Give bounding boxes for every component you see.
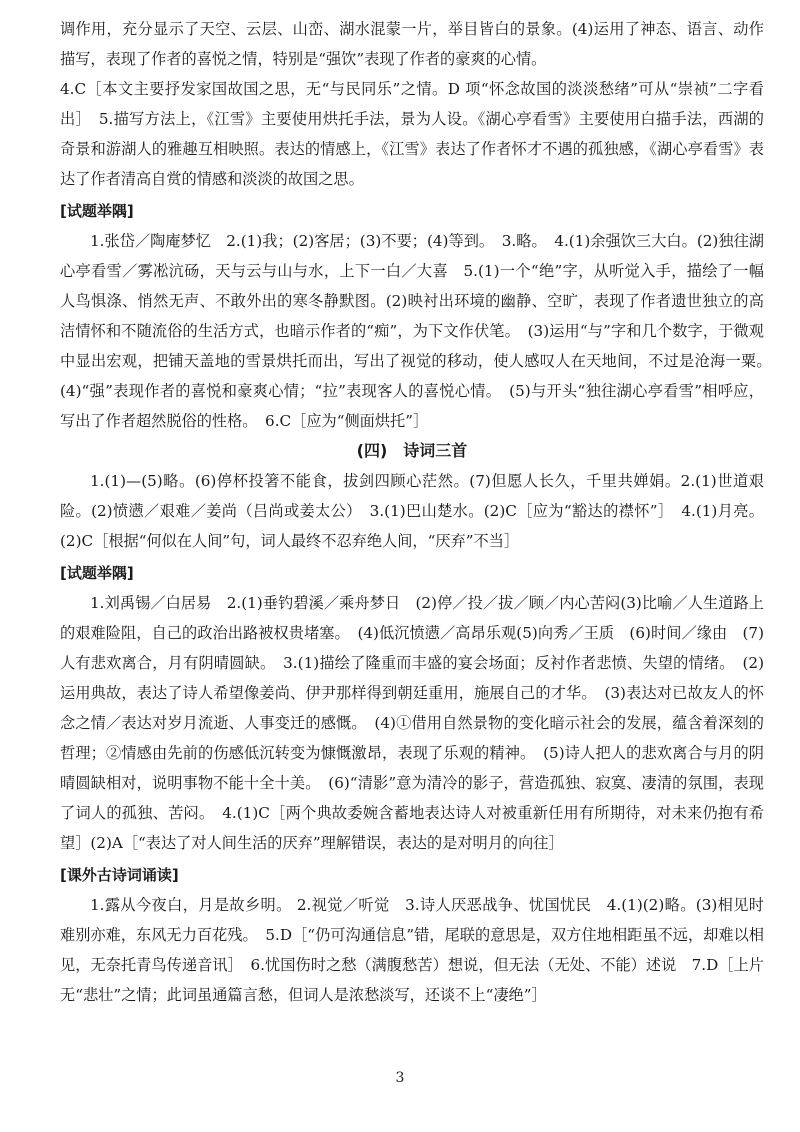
section-label-extracurricular-poems: [课外古诗词诵读]	[60, 866, 179, 884]
section-title-three-poems: (四) 诗词三首	[356, 441, 468, 460]
section-label-exam-examples: [试题举隅]	[60, 202, 134, 220]
continued-answer-paragraph: 调作用，充分显示了天空、云层、山峦、湖水混蒙一片，举目皆白的景象。(4)运用了神态、语言、动作描写，表现了作者的喜悦之情，特别是“强饮”表现了作者的豪爽的心情。	[60, 20, 764, 68]
section-label-exam-examples-2: [试题举隅]	[60, 564, 134, 582]
exam-examples-answers-2: 1.刘禹锡／白居易 2.(1)垂钓碧溪／乘舟梦日 (2)停／投／拔／顾／内心苦闷(3)比喻／人生道路上的艰难险阻，自己的政治出路被权贵堵塞。 (4)低沉愤懑／高昂乐观(5)向秀／王质 (6)时间／缘由 (7)人有悲欢离合，月有阴晴圆缺。 3.(1)描绘了隆重而丰盛的宴会场面；反衬作者悲愤、失望的情绪。 (2)运用典故，表达了诗人希望像姜尚、伊尹那样得到朝廷重用，施展自己的才华。 (3)表达对已故友人的怀念之情／表达对岁月流逝、人事变迁的感慨。 (4)①借用自然景物的变化暗示社会的发展，蕴含着深刻的哲理；②情感由先前的伤感低沉转变为慷慨激昂，表现了乐观的精神。 (5)诗人把人的悲欢离合与月的阴晴圆缺相对，说明事物不能十全十美。 (6)“清影”意为清冷的影子，营造孤独、寂寞、凄清的氛围，表现了词人的孤独、苦闷。 4.(1)C［两个典故委婉含蓄地表达诗人对被重新任用有所期待，对未来仍抱有希望］(2)A［“表达了对人间生活的厌弃”理解错误，表达的是对明月的向往］	[60, 594, 764, 852]
extracurricular-poems-answers: 1.露从今夜白，月是故乡明。 2.视觉／听觉 3.诗人厌恶战争、忧国忧民 4.(1)(2)略。(3)相见时难别亦难，东风无力百花残。 5.D［“仍可沟通信息”错，尾联的意思是，双方住地相距虽不远，却难以相见，无奈托青鸟传递音讯］ 6.忧国伤时之愁（满腹愁苦）想说，但无法（无处、不能）述说 7.D［上片无“悲壮”之情；此词虽通篇言愁，但词人是浓愁淡写，还谈不上“凄绝”］	[60, 896, 764, 1004]
three-poems-answers: 1.(1)—(5)略。(6)停杯投箸不能食，拔剑四顾心茫然。(7)但愿人长久，千里共婵娟。2.(1)世道艰险。(2)愤懑／艰难／姜尚（吕尚或姜太公） 3.(1)巴山楚水。(2)C［应为“豁达的襟怀”］ 4.(1)月亮。(2)C［根据“何似在人间”句，词人最终不忍弃绝人间，“厌弃”不当］	[60, 472, 764, 550]
answer-paragraph-4-5: 4.C［本文主要抒发家国故国之思，无“与民同乐”之情。D 项“怀念故国的淡淡愁绪”可从“崇祯”二字看出］ 5.描写方法上，《江雪》主要使用烘托手法，景为人设。《湖心亭看雪》主要使用白描手法，西湖的奇景和游湖人的雅趣互相映照。表达的情感上，《江雪》表达了作者怀才不遇的孤独感，《湖心亭看雪》表达了作者清高自赏的情感和淡淡的故国之思。	[60, 80, 764, 188]
page-number: 3	[395, 1070, 405, 1086]
exam-examples-answers: 1.张岱／陶庵梦忆 2.(1)我；(2)客居；(3)不要；(4)等到。 3.略。 4.(1)余强饮三大白。(2)独往湖心亭看雪／雾凇沆砀，天与云与山与水，上下一白／大喜 5.(1)一个“绝”字，从听觉入手，描绘了一幅人鸟惧涤、悄然无声、不敢外出的寒冬静默图。(2)映衬出环境的幽静、空旷，表现了作者遗世独立的高洁情怀和不随流俗的生活方式，也暗示作者的“痴”，为下文作伏笔。 (3)运用“与”字和几个数字，于微观中显出宏观，把铺天盖地的雪景烘托而出，写出了视觉的移动，使人感叹人在天地间，不过是沧海一粟。 (4)“强”表现作者的喜悦和豪爽心情；“拉”表现客人的喜悦心情。 (5)与开头“独往湖心亭看雪”相呼应，写出了作者超然脱俗的性格。 6.C［应为“侧面烘托”］	[60, 232, 780, 430]
